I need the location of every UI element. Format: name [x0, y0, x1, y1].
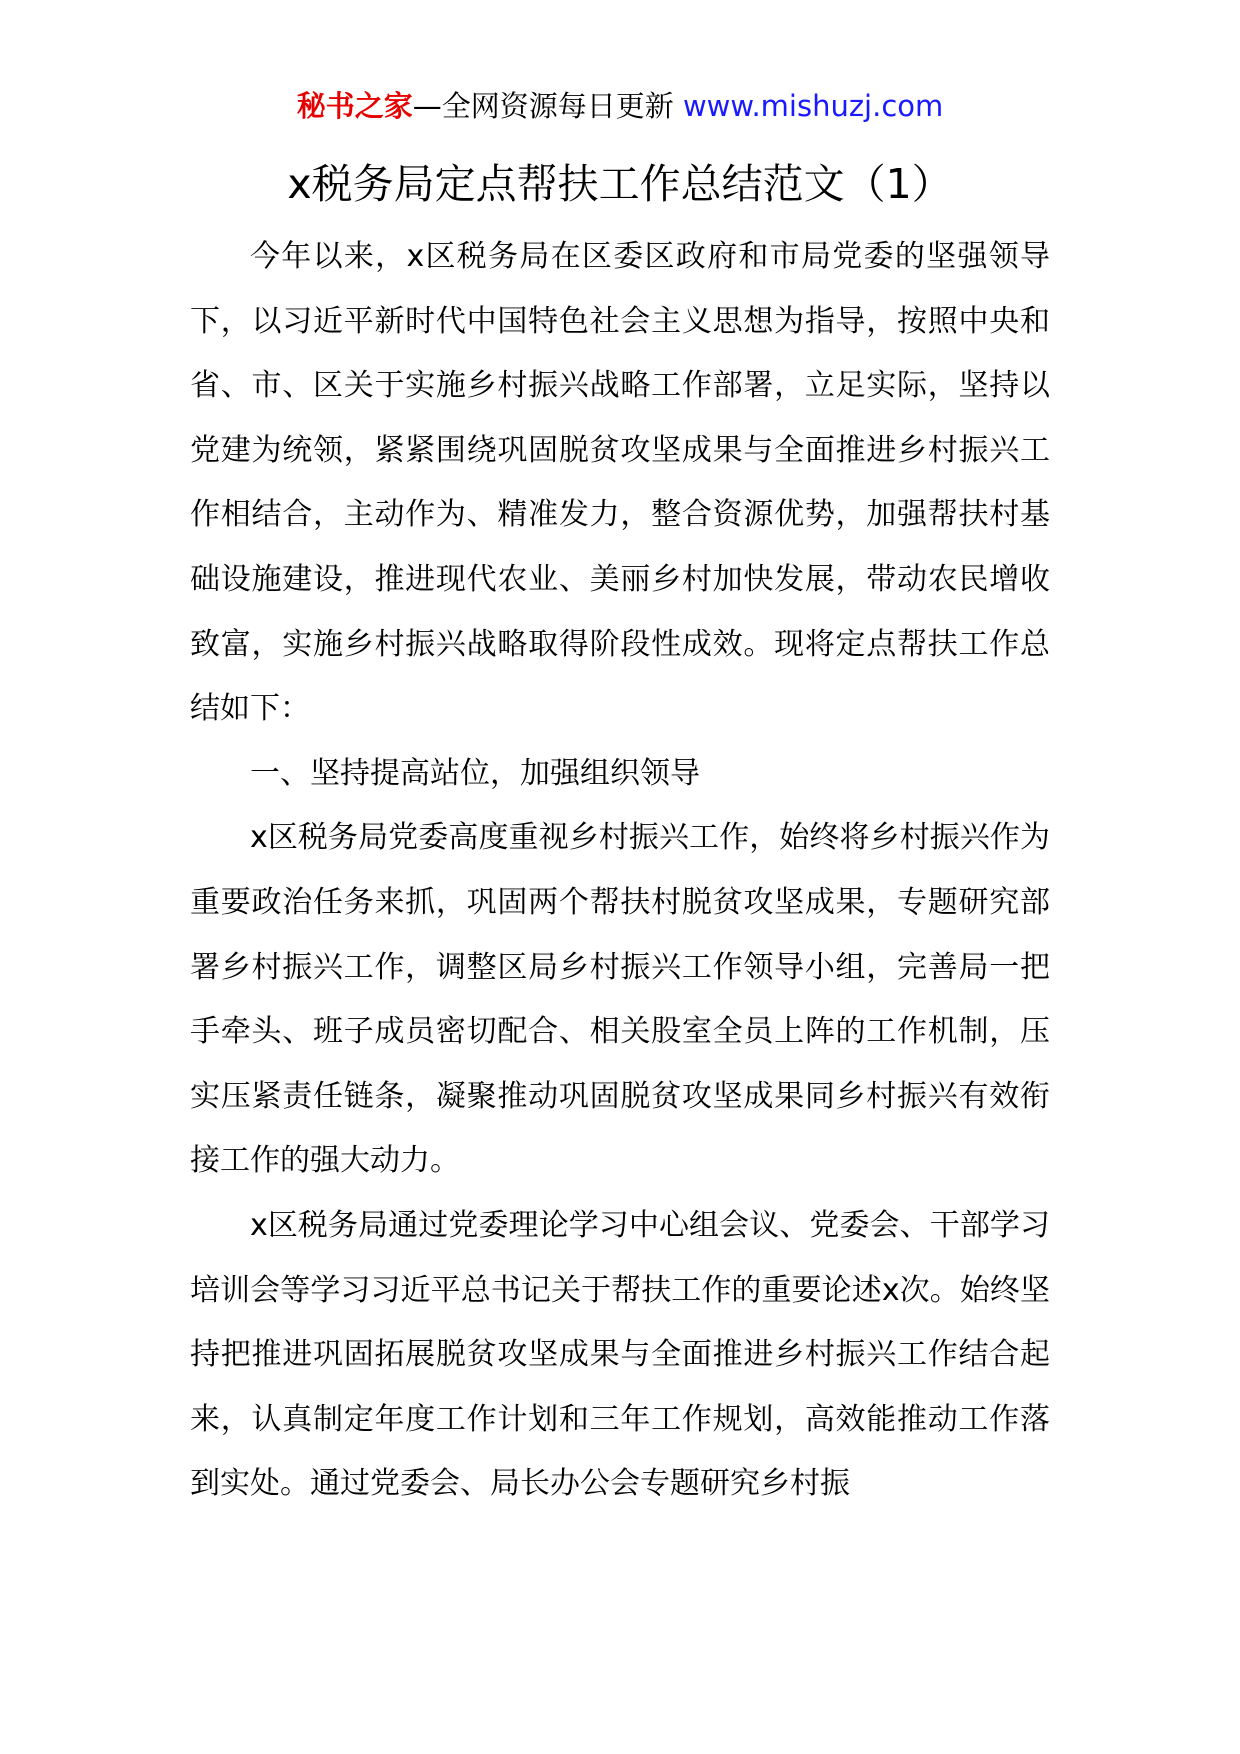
document-body — [190, 225, 1050, 1517]
section-heading-1: 一、坚持提高站位，加强组织领导 — [250, 755, 700, 791]
paragraph-intro: 今年以来，x区税务局在区委区政府和市局党委的坚强领导下，以习近平新时代中国特色社会主义思想为指导，按照中央和省、市、区关于实施乡村振兴战略工作部署，立足实际，坚持以党建为统领，紧紧围绕巩固脱贫攻坚成果与全面推进乡村振兴工作相结合，主动作为、精准发力，整合资源优势，加强帮扶村基础设施建设，推进现代农业、美丽乡村加快发展，带动农民增收致富，实施乡村振兴战略取得阶段性成效。现将定点帮扶工作总结如下： — [190, 239, 1050, 727]
site-tagline: —全网资源每日更新 — [412, 89, 674, 123]
paragraph-section-1: x区税务局党委高度重视乡村振兴工作，始终将乡村振兴作为重要政治任务来抓，巩固两个帮扶村脱贫攻坚成果，专题研究部署乡村振兴工作，调整区局乡村振兴工作领导小组，完善局一把手牵头、班子成员密切配合、相关股室全员上阵的工作机制，压实压紧责任链条，凝聚推动巩固脱贫攻坚成果同乡村振兴有效衔接工作的强大动力。 — [190, 820, 1050, 1179]
site-brand: 秘书之家 — [296, 89, 413, 123]
site-header — [0, 86, 1240, 126]
document-title: x税务局定点帮扶工作总结范文（1） — [287, 160, 953, 208]
site-url-link[interactable]: www.mishuzj.com — [682, 89, 944, 123]
paragraph-study: x区税务局通过党委理论学习中心组会议、党委会、干部学习培训会等学习习近平总书记关于帮扶工作的重要论述x次。始终坚持把推进巩固拓展脱贫攻坚成果与全面推进乡村振兴工作结合起来，认真制定年度工作计划和三年工作规划，高效能推动工作落到实处。通过党委会、局长办公会专题研究乡村振 — [190, 1207, 1050, 1502]
